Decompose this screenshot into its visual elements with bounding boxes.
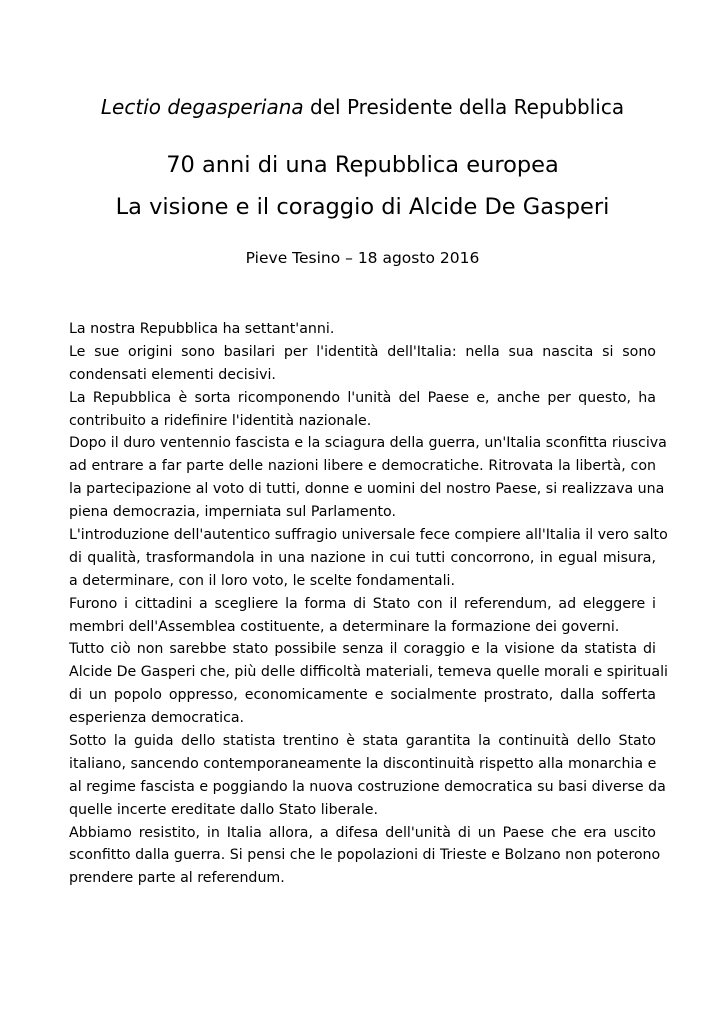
lectio-heading-rest: del Presidente della Repubblica: [303, 95, 625, 119]
body-line: contribuito a ridefinire l'identità nazionale.: [69, 412, 372, 429]
body-line: piena democrazia, imperniata sul Parlamento.: [69, 504, 396, 521]
body-line: La nostra Repubblica ha settant'anni.: [69, 321, 335, 337]
body-line: prendere parte al referendum.: [69, 870, 285, 887]
lectio-italic-text: Lectio degasperiana: [100, 95, 304, 119]
body-line: Tutto ciò non sarebbe stato possibile senza il coraggio e la visione da statista di: [69, 641, 656, 658]
body-line: di qualità, trasformandola in una nazione in cui tutti concorrono, in egual misura,: [69, 549, 656, 566]
document-title-line-2: La visione e il coraggio di Alcide De Gasperi: [115, 194, 610, 220]
body-line: condensati elementi decisivi.: [69, 366, 276, 383]
body-line: Dopo il duro ventennio fascista e la sciagura della guerra, un'Italia sconfitta riusciva: [69, 435, 667, 452]
body-line: ad entrare a far parte delle nazioni libere e democratiche. Ritrovata la libertà, con: [69, 458, 656, 475]
speech-body: [69, 318, 668, 890]
document-title-line-1: 70 anni di una Repubblica europea: [166, 152, 559, 178]
body-line: italiano, sancendo contemporaneamente la discontinuità rispetto alla monarchia e: [69, 755, 657, 772]
body-line: la partecipazione al voto di tutti, donne e uomini del nostro Paese, si realizzava una: [69, 481, 665, 498]
body-line: L'introduzione dell'autentico suffragio universale fece compiere all'Italia il vero salto: [69, 527, 668, 544]
lectio-heading: [0, 93, 725, 121]
body-line: al regime fascista e poggiando la nuova costruzione democratica su basi diverse da: [69, 778, 666, 795]
body-line: membri dell'Assemblea costituente, a determinare la formazione dei governi.: [69, 618, 620, 635]
body-line: esperienza democratica.: [69, 710, 245, 727]
body-line: Abbiamo resistito, in Italia allora, a difesa dell'unità di un Paese che era uscito: [69, 824, 656, 841]
place-date: Pieve Tesino – 18 agosto 2016: [245, 249, 480, 267]
body-line: Sotto la guida dello statista trentino è stata garantita la continuità dello Stato: [69, 733, 656, 750]
body-line: a determinare, con il loro voto, le scelte fondamentali.: [69, 572, 455, 589]
body-line: sconfitto dalla guerra. Si pensi che le popolazioni di Trieste e Bolzano non poterono: [69, 847, 661, 864]
body-line: Furono i cittadini a scegliere la forma di Stato con il referendum, ad eleggere i: [69, 595, 656, 612]
body-line: La Repubblica è sorta ricomponendo l'unità del Paese e, anche per questo, ha: [69, 389, 656, 406]
body-line: Le sue origini sono basilari per l'identità dell'Italia: nella sua nascita si sono: [69, 343, 656, 360]
body-line: di un popolo oppresso, economicamente e socialmente prostrato, dalla sofferta: [69, 687, 656, 704]
body-line: quelle incerte ereditate dallo Stato liberale.: [69, 801, 379, 818]
body-line: Alcide De Gasperi che, più delle difficoltà materiali, temeva quelle morali e spirituali: [69, 664, 668, 681]
